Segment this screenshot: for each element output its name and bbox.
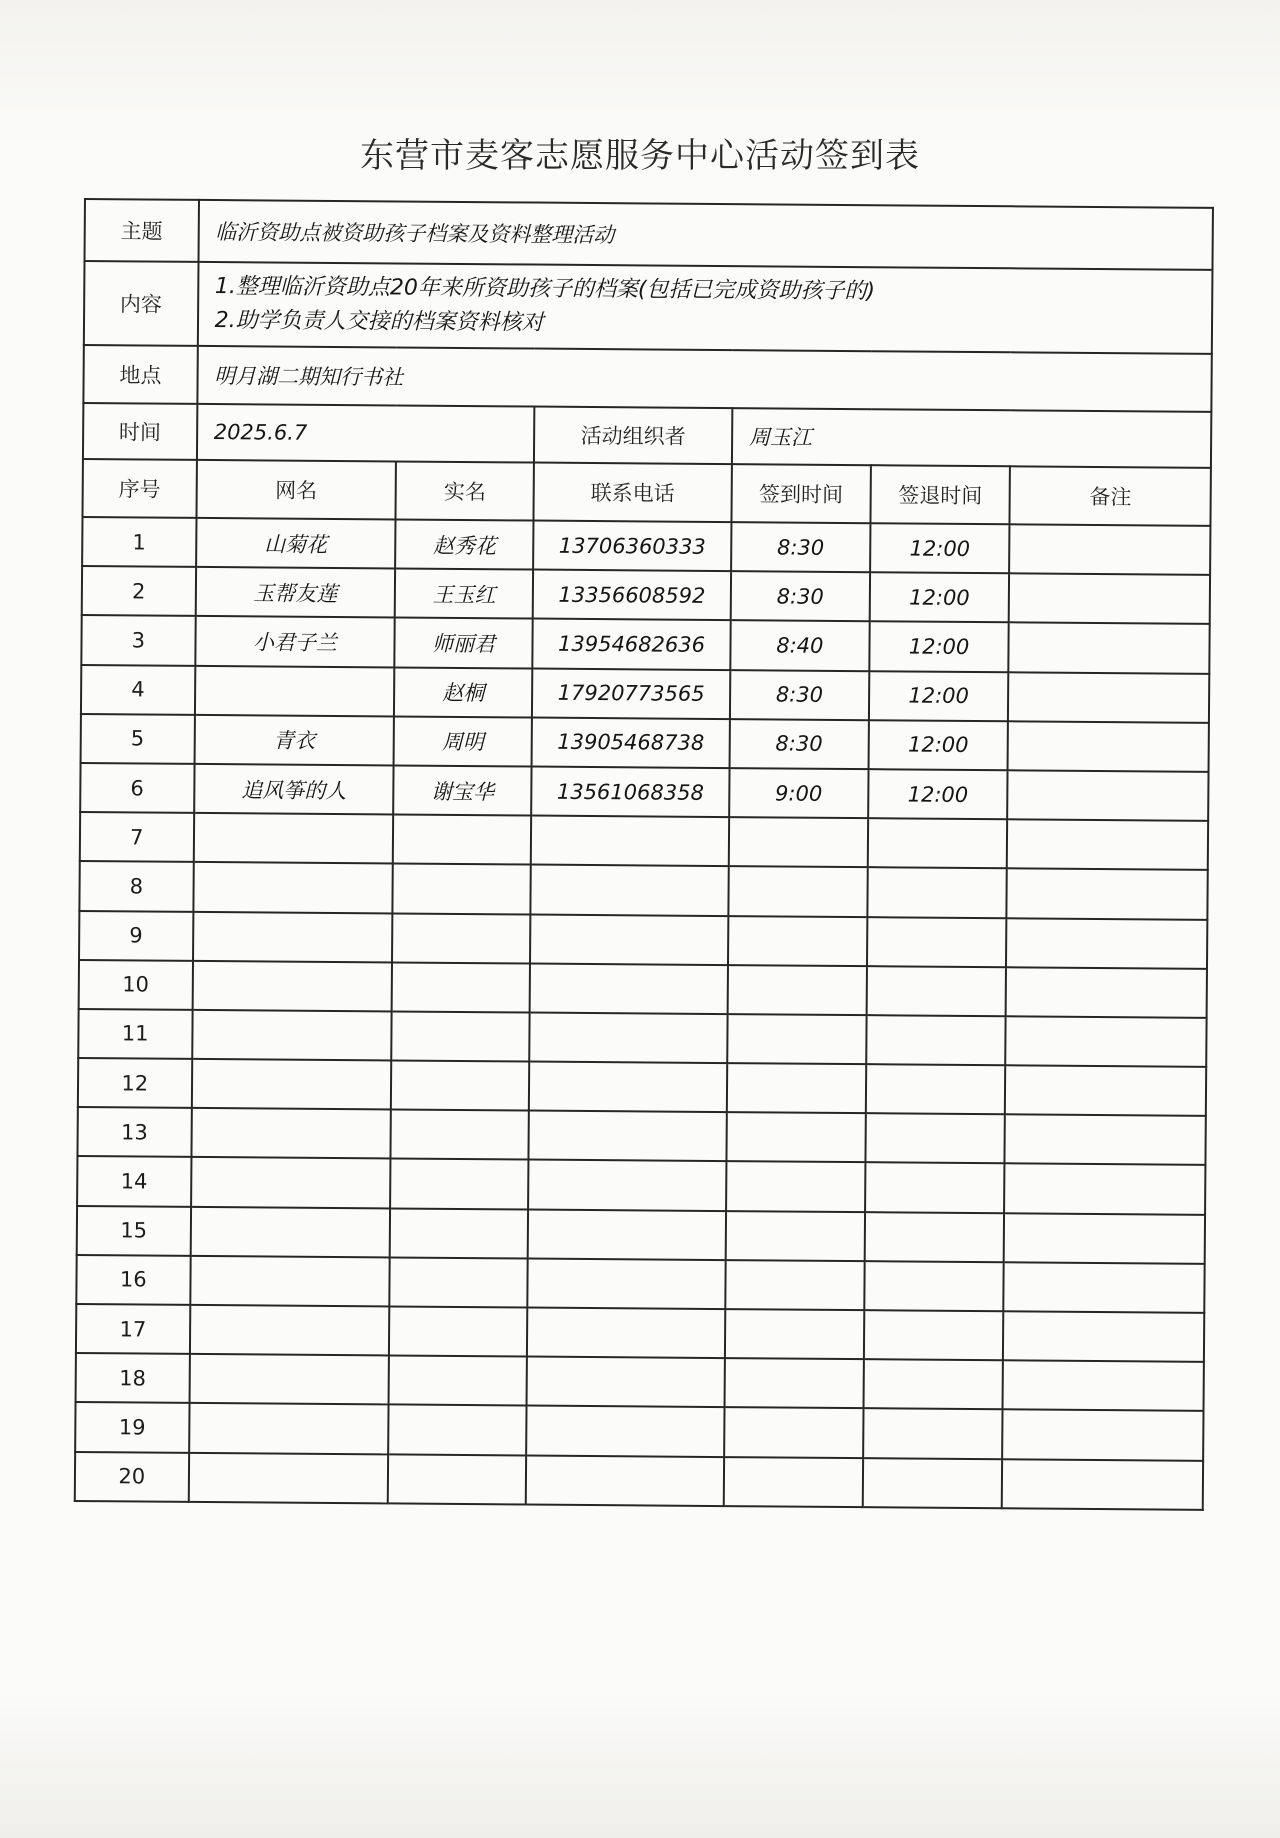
note-cell	[1003, 1311, 1204, 1362]
sign-out-time-cell: 12:00	[869, 572, 1009, 622]
real-name-cell	[392, 1011, 530, 1061]
sign-in-time-cell: 8:40	[730, 620, 869, 670]
sign-out-time-cell	[865, 1113, 1005, 1163]
phone-cell	[528, 1160, 726, 1211]
note-cell	[1005, 1065, 1206, 1116]
row-number: 19	[75, 1402, 189, 1452]
real-name-cell: 师丽君	[395, 618, 533, 668]
header-sign-in-time: 签到时间	[731, 464, 870, 523]
sign-in-time-cell	[724, 1358, 863, 1408]
sign-out-time-cell	[864, 1310, 1004, 1360]
sign-in-time-cell	[727, 1063, 866, 1113]
real-name-cell	[389, 1306, 527, 1356]
nickname-cell	[188, 1452, 388, 1503]
phone-cell: 13356608592	[533, 570, 731, 621]
sign-out-time-cell	[864, 1212, 1004, 1262]
header-no: 序号	[82, 459, 196, 518]
phone-cell: 17920773565	[532, 668, 730, 719]
real-name-cell	[388, 1405, 526, 1455]
row-number: 11	[78, 1009, 192, 1059]
note-cell	[1006, 967, 1207, 1018]
table-row	[80, 763, 1208, 821]
nickname-cell	[193, 862, 393, 913]
note-cell	[1003, 1360, 1204, 1411]
row-number: 17	[76, 1304, 190, 1354]
organizer-label: 活动组织者	[534, 407, 732, 465]
header-sign-out-time: 签退时间	[870, 465, 1010, 524]
note-cell	[1004, 1262, 1205, 1313]
real-name-cell	[391, 1110, 529, 1160]
nickname-cell: 追风筝的人	[194, 764, 394, 815]
note-cell	[1007, 819, 1208, 870]
table-row	[76, 1353, 1204, 1411]
sign-out-time-cell: 12:00	[870, 523, 1010, 573]
phone-cell	[529, 1062, 727, 1113]
row-number: 1	[82, 517, 196, 567]
row-number: 13	[77, 1107, 191, 1157]
sign-in-time-cell: 8:30	[731, 571, 870, 621]
header-phone: 联系电话	[534, 463, 732, 523]
header-notes: 备注	[1010, 466, 1211, 526]
table-row	[81, 714, 1209, 772]
sign-in-time-cell: 9:00	[729, 768, 868, 818]
note-cell	[1005, 1164, 1206, 1215]
sign-out-time-cell	[866, 966, 1006, 1016]
real-name-cell	[393, 815, 531, 865]
sign-in-time-cell	[726, 1162, 865, 1212]
phone-cell	[526, 1406, 724, 1457]
table-row	[82, 517, 1210, 575]
note-cell	[1006, 1016, 1207, 1067]
table-row	[79, 960, 1207, 1018]
row-number: 5	[81, 714, 195, 764]
sign-out-time-cell	[866, 1064, 1006, 1114]
note-cell	[1006, 918, 1207, 969]
time-label: 时间	[83, 403, 197, 460]
note-cell	[1009, 573, 1210, 624]
phone-cell	[529, 1111, 727, 1162]
table-row	[80, 812, 1208, 870]
phone-cell: 13561068358	[531, 766, 729, 817]
note-cell	[1003, 1410, 1204, 1461]
note-cell	[1010, 524, 1211, 575]
phone-cell	[530, 914, 728, 965]
table-row	[76, 1304, 1204, 1362]
row-number: 8	[79, 861, 193, 911]
nickname-cell	[193, 911, 393, 962]
sign-out-time-cell	[867, 867, 1007, 917]
table-row	[78, 1009, 1206, 1067]
phone-cell	[527, 1308, 725, 1359]
row-number: 12	[78, 1058, 192, 1108]
nickname-cell	[195, 665, 395, 716]
sign-out-time-cell: 12:00	[869, 622, 1009, 672]
nickname-cell	[192, 961, 392, 1012]
nickname-cell: 青衣	[194, 715, 394, 766]
sign-out-time-cell	[864, 1261, 1004, 1311]
real-name-cell	[390, 1159, 528, 1209]
sign-in-time-cell	[728, 916, 867, 966]
table-row	[77, 1156, 1205, 1214]
row-number: 3	[81, 615, 195, 665]
row-number: 10	[79, 960, 193, 1010]
table-row	[81, 615, 1209, 673]
sign-in-time-cell	[727, 1014, 866, 1064]
nickname-cell: 玉帮友莲	[195, 567, 395, 618]
real-name-cell: 赵桐	[394, 667, 532, 717]
sign-out-time-cell: 12:00	[868, 720, 1008, 770]
real-name-cell: 赵秀花	[395, 519, 533, 569]
form-title: 东营市麦客志愿服务中心活动签到表	[360, 136, 920, 176]
row-number: 2	[82, 566, 196, 616]
sign-in-time-cell	[725, 1260, 864, 1310]
place-row	[83, 345, 1211, 412]
note-cell	[1002, 1459, 1203, 1510]
row-number: 15	[77, 1206, 191, 1256]
sign-out-time-cell	[863, 1409, 1003, 1459]
nickname-cell	[192, 1010, 392, 1061]
sign-in-time-cell: 8:30	[731, 522, 870, 572]
real-name-cell	[391, 1061, 529, 1111]
content-line-1: 1.整理临沂资助点20年来所资助孩子的档案(包括已完成资助孩子的)	[214, 274, 876, 305]
time-row	[83, 403, 1211, 468]
theme-row	[85, 199, 1213, 270]
note-cell	[1008, 770, 1209, 821]
row-number: 14	[77, 1156, 191, 1206]
sign-in-time-cell	[728, 965, 867, 1015]
table-row	[75, 1402, 1203, 1460]
row-number: 20	[75, 1452, 189, 1502]
real-name-cell	[390, 1208, 528, 1258]
sign-in-time-cell	[729, 817, 868, 867]
header-row	[82, 459, 1210, 526]
sign-out-time-cell: 12:00	[868, 769, 1008, 819]
phone-cell	[529, 1012, 727, 1063]
organizer-value: 周玉江	[732, 408, 1211, 468]
theme-value: 临沂资助点被资助孩子档案及资料整理活动	[198, 200, 1213, 270]
phone-cell	[527, 1357, 725, 1408]
nickname-cell: 小君子兰	[195, 616, 395, 667]
row-number: 9	[79, 910, 193, 960]
header-nickname: 网名	[196, 460, 396, 520]
sign-in-time-cell	[728, 866, 867, 916]
content-label: 内容	[84, 261, 198, 346]
table-row	[77, 1107, 1205, 1165]
nickname-cell	[191, 1157, 391, 1208]
row-number: 7	[80, 812, 194, 862]
nickname-cell	[191, 1059, 391, 1110]
sign-in-time-cell	[725, 1309, 864, 1359]
table-row	[78, 1058, 1206, 1116]
real-name-cell: 王玉红	[395, 569, 533, 619]
row-number: 6	[80, 763, 194, 813]
real-name-cell: 谢宝华	[393, 765, 531, 815]
note-cell	[1004, 1213, 1205, 1264]
nickname-cell	[189, 1403, 389, 1454]
phone-cell	[531, 816, 729, 867]
sign-in-time-cell	[724, 1407, 863, 1457]
content-value	[197, 262, 1212, 354]
note-cell	[1005, 1115, 1206, 1166]
row-number: 16	[76, 1255, 190, 1305]
table-row	[81, 665, 1209, 723]
row-number: 4	[81, 665, 195, 715]
table-row	[75, 1452, 1203, 1510]
sign-out-time-cell	[863, 1359, 1003, 1409]
sign-in-time-cell	[724, 1457, 863, 1507]
theme-label: 主题	[85, 199, 199, 262]
sign-out-time-cell	[866, 1015, 1006, 1065]
phone-cell: 13706360333	[533, 521, 731, 572]
phone-cell: 13905468738	[532, 717, 730, 768]
table-row	[79, 861, 1207, 919]
header-real-name: 实名	[396, 461, 534, 520]
sign-in-time-cell	[726, 1112, 865, 1162]
note-cell	[1007, 869, 1208, 920]
nickname-cell	[190, 1305, 390, 1356]
nickname-cell	[190, 1256, 390, 1307]
time-value: 2025.6.7	[197, 404, 535, 463]
nickname-cell: 山菊花	[196, 518, 396, 569]
real-name-cell: 周明	[394, 716, 532, 766]
place-label: 地点	[83, 345, 197, 404]
table-row	[79, 910, 1207, 968]
real-name-cell	[389, 1356, 527, 1406]
sign-out-time-cell	[867, 917, 1007, 967]
sign-in-time-cell: 8:30	[730, 719, 869, 769]
phone-cell	[530, 963, 728, 1014]
phone-cell	[527, 1258, 725, 1309]
sign-out-time-cell	[867, 818, 1007, 868]
sign-out-time-cell: 12:00	[869, 671, 1009, 721]
row-number: 18	[76, 1353, 190, 1403]
real-name-cell	[392, 962, 530, 1012]
note-cell	[1008, 672, 1209, 723]
nickname-cell	[191, 1108, 391, 1159]
content-line-2: 2.助学负责人交接的档案资料核对	[214, 308, 544, 336]
real-name-cell	[388, 1454, 526, 1504]
note-cell	[1008, 721, 1209, 772]
nickname-cell	[190, 1206, 390, 1257]
nickname-cell	[193, 813, 393, 864]
nickname-cell	[189, 1354, 389, 1405]
sign-out-time-cell	[862, 1458, 1002, 1508]
phone-cell	[528, 1209, 726, 1260]
sign-in-table	[74, 198, 1214, 1511]
real-name-cell	[390, 1257, 528, 1307]
real-name-cell	[392, 913, 530, 963]
place-value: 明月湖二期知行书社	[197, 346, 1212, 412]
phone-cell	[526, 1455, 724, 1506]
real-name-cell	[393, 864, 531, 914]
phone-cell	[530, 865, 728, 916]
sign-in-time-cell: 8:30	[730, 670, 869, 720]
sign-in-time-cell	[726, 1211, 865, 1261]
table-row	[77, 1206, 1205, 1264]
table-row	[82, 566, 1210, 624]
phone-cell: 13954682636	[532, 619, 730, 670]
sign-out-time-cell	[865, 1163, 1005, 1213]
note-cell	[1009, 623, 1210, 674]
table-row	[76, 1255, 1204, 1313]
content-row	[84, 261, 1213, 354]
